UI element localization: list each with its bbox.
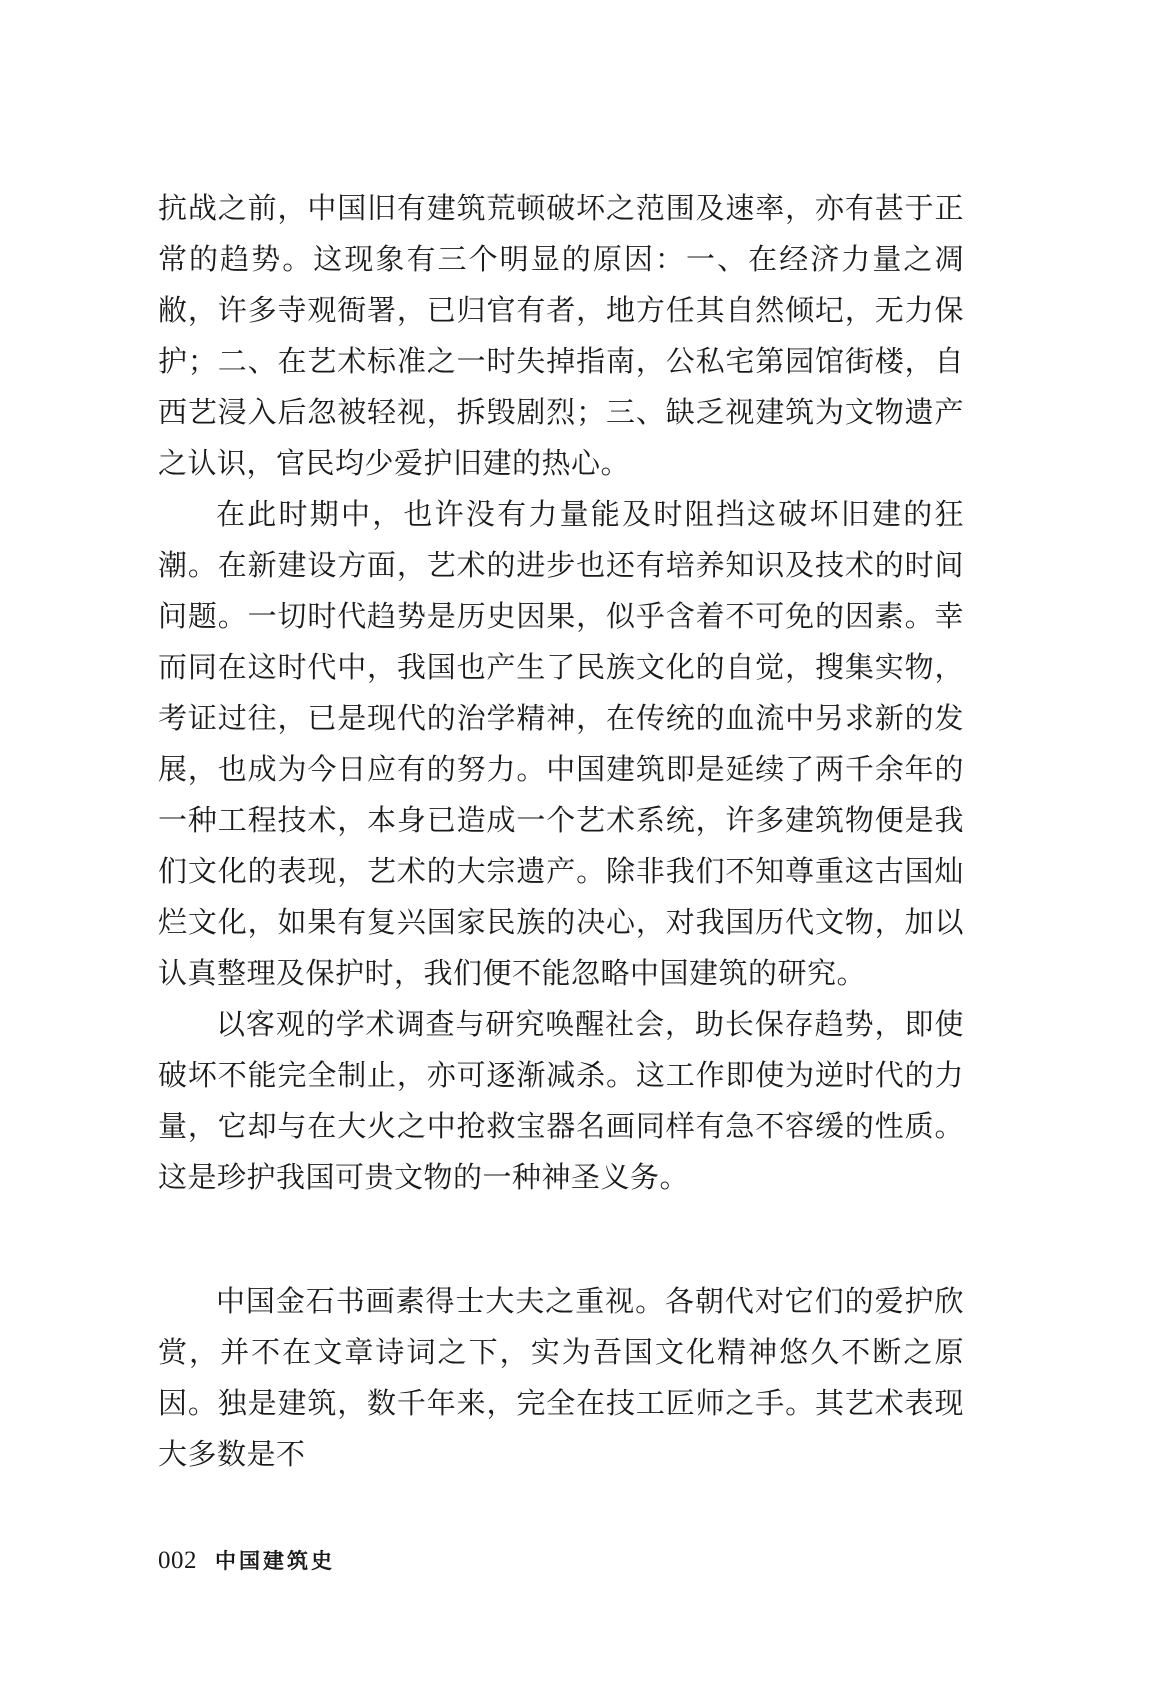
- page-footer: [158, 1545, 335, 1576]
- running-title: 中国建筑史: [215, 1549, 335, 1573]
- body-text-upper: [158, 183, 964, 1203]
- page-number: 002: [158, 1547, 197, 1574]
- body-text-lower: [158, 1276, 964, 1480]
- paragraph-4: 中国金石书画素得士大夫之重视。各朝代对它们的爱护欣赏，并不在文章诗词之下，实为吾国文化精神悠久不断之原因。独是建筑，数千年来，完全在技工匠师之手。其艺术表现大多数是不: [158, 1284, 964, 1471]
- paragraph-2: 在此时期中，也许没有力量能及时阻挡这破坏旧建的狂潮。在新建设方面，艺术的进步也还有培养知识及技术的时间问题。一切时代趋势是历史因果，似乎含着不可免的因素。幸而同在这时代中，我国也产生了民族文化的自觉，搜集实物，考证过往，已是现代的治学精神，在传统的血流中另求新的发展，也成为今日应有的努力。中国建筑即是延续了两千余年的一种工程技术，本身已造成一个艺术系统，许多建筑物便是我们文化的表现，艺术的大宗遗产。除非我们不知尊重这古国灿烂文化，如果有复兴国家民族的决心，对我国历代文物，加以认真整理及保护时，我们便不能忽略中国建筑的研究。: [158, 497, 964, 990]
- paragraph-3: 以客观的学术调查与研究唤醒社会，助长保存趋势，即使破坏不能完全制止，亦可逐渐减杀。这工作即使为逆时代的力量，它却与在大火之中抢救宝器名画同样有急不容缓的性质。这是珍护我国可贵文物的一种神圣义务。: [158, 1007, 964, 1194]
- paragraph-1: 抗战之前，中国旧有建筑荒顿破坏之范围及速率，亦有甚于正常的趋势。这现象有三个明显的原因：一、在经济力量之凋敝，许多寺观衙署，已归官有者，地方任其自然倾圮，无力保护；二、在艺术标准之一时失掉指南，公私宅第园馆街楼，自西艺浸入后忽被轻视，拆毁剧烈；三、缺乏视建筑为文物遗产之认识，官民均少爱护旧建的热心。: [158, 191, 964, 480]
